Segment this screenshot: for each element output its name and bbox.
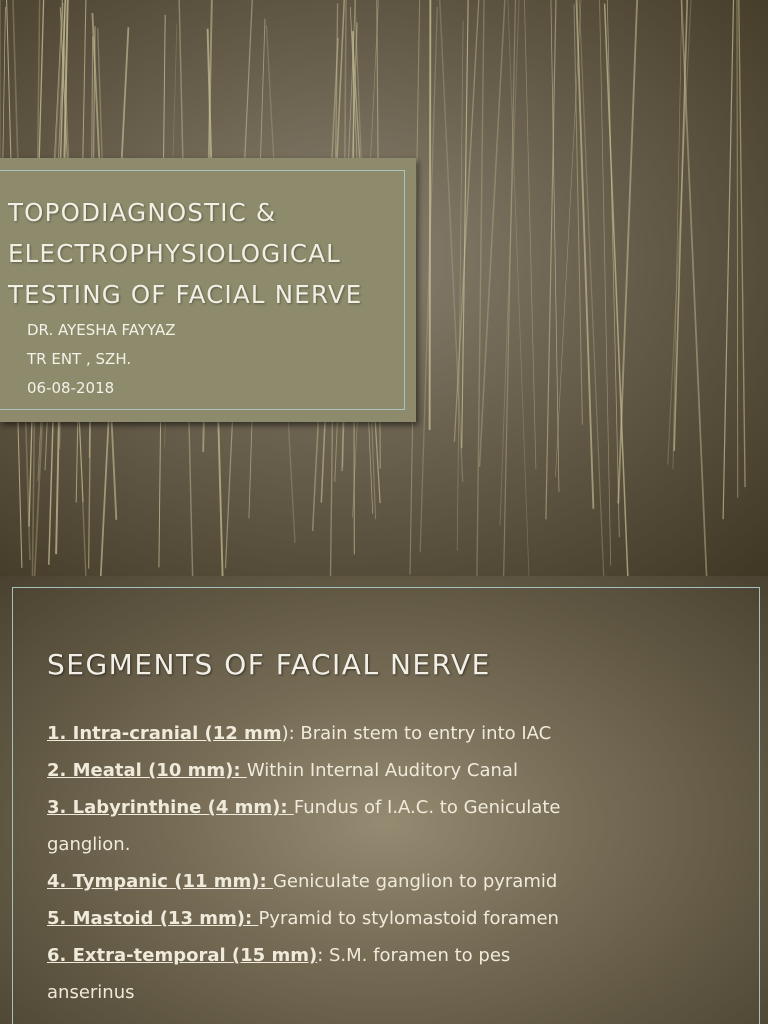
author-affiliation: TR ENT , SZH. [27, 350, 132, 368]
author-name: DR. AYESHA FAYYAZ [27, 321, 176, 339]
background-streak [723, 0, 734, 519]
segment-line [47, 937, 747, 974]
background-streak [737, 0, 738, 498]
segment-description: Within Internal Auditory Canal [246, 760, 518, 781]
segment-description: Fundus of I.A.C. to Geniculate [293, 797, 561, 818]
segment-term: 6. Extra-temporal (15 mm) [47, 945, 318, 966]
segment-term: 5. Mastoid (13 mm): [47, 908, 259, 929]
title-line: TESTING OF FACIAL NERVE [8, 280, 363, 309]
background-streak [420, 7, 437, 552]
background-streak [579, 0, 604, 576]
segment-line [47, 789, 747, 826]
segment-description: anserinus [47, 982, 135, 1003]
segment-description: Pyramid to stylomastoid foramen [258, 908, 559, 929]
background-streak [739, 0, 746, 487]
background-streak [668, 0, 692, 465]
background-streak [477, 0, 485, 576]
segment-line [47, 974, 747, 1011]
background-streak [503, 0, 516, 576]
segment-line [47, 900, 747, 937]
segment-line [47, 863, 747, 900]
segment-line [47, 715, 747, 752]
content-slide [0, 576, 768, 1024]
background-streak [500, 0, 520, 526]
title-line: ELECTROPHYSIOLOGICAL [8, 239, 342, 268]
segment-term: 1. Intra-cranial (12 mm [47, 723, 282, 744]
background-streak [618, 0, 637, 503]
background-streak [556, 0, 582, 477]
background-streak [524, 0, 536, 469]
background-streak [681, 0, 708, 576]
background-streak [438, 0, 463, 482]
segment-description: ): Brain stem to entry into IAC [281, 723, 552, 744]
segment-term: 2. Meatal (10 mm): [47, 760, 247, 781]
segment-description: : S.M. foramen to pes [317, 945, 511, 966]
slide-title [8, 192, 418, 315]
segments-title: SEGMENTS OF FACIAL NERVE [47, 648, 491, 681]
segment-line [47, 752, 747, 789]
segments-list [47, 715, 747, 1011]
title-line: TOPODIAGNOSTIC & [8, 198, 277, 227]
segment-term: 4. Tympanic (11 mm): [47, 871, 273, 892]
segment-description: Geniculate ganglion to pyramid [272, 871, 558, 892]
segment-description: ganglion. [47, 834, 131, 855]
background-streak [507, 0, 529, 576]
segment-line [47, 826, 747, 863]
presentation-date: 06-08-2018 [27, 379, 115, 397]
slide-subtitle [27, 316, 176, 403]
background-streak [674, 0, 688, 451]
segment-term: 3. Labyrinthine (4 mm): [47, 797, 294, 818]
